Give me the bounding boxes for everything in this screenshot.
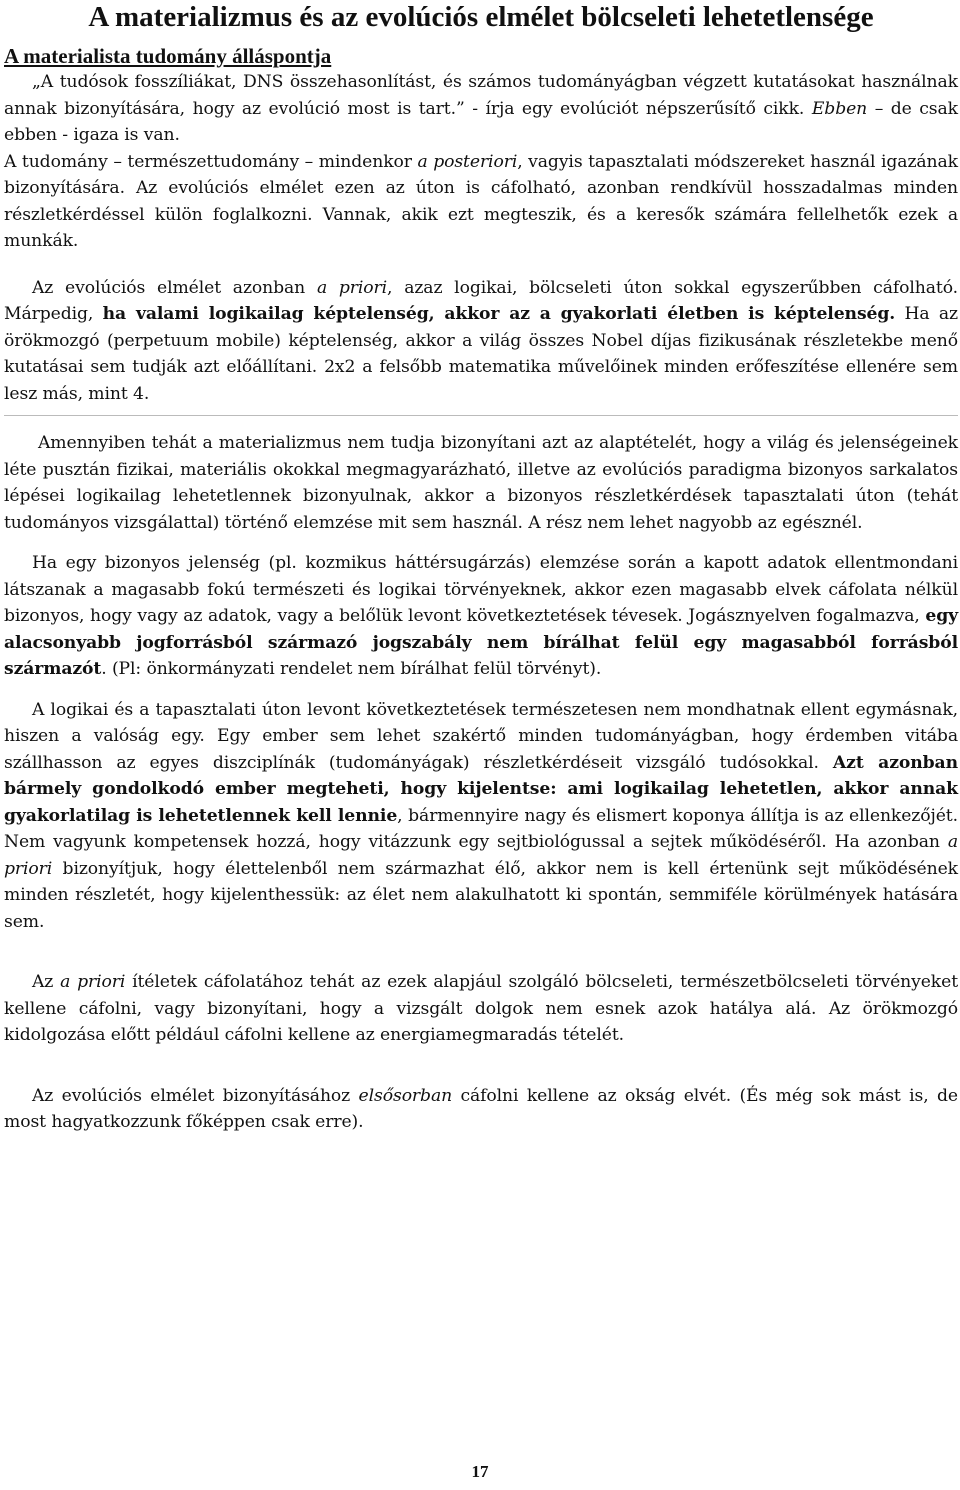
paragraph-2 <box>4 275 958 408</box>
paragraph-1b <box>4 149 958 255</box>
section-heading: A materialista tudomány álláspontja <box>4 44 332 68</box>
separator-line <box>4 415 958 416</box>
p1-text-1: „A tudósok fosszíliákat, DNS összehasonlítást, és számos tudományágban végzett kutatásokat használnak annak bizonyítására, hogy az evolúció most is tart.” - írja egy evolúciót népszerűsítő cikk. <box>4 72 958 119</box>
p1-text-2: – de csak ebben - igaza is van. <box>4 98 958 145</box>
p1-italic-1: Ebben <box>811 98 868 119</box>
p5-bold-1: Azt azonban bármely gondolkodó ember megteheti, hogy kijelentse: ami logikailag lehetetlen, akkor annak gyakorlatilag is lehetetlennek kell lennie <box>4 752 958 826</box>
document-page <box>4 0 958 1136</box>
paragraph-1 <box>4 69 958 149</box>
p2-text-2: , azaz logikai, bölcseleti úton sokkal egyszerűbben cáfolható. Márpedig, <box>4 277 958 324</box>
p1-italic-2: a posteriori <box>417 151 518 172</box>
paragraph-7 <box>4 1083 958 1136</box>
p6-italic-1: a priori <box>60 972 126 992</box>
paragraph-5 <box>4 697 958 936</box>
paragraph-4 <box>4 550 958 683</box>
p2-text-3: Ha az örökmozgó (perpetuum mobile) képtelenség, akkor a világ összes Nobel díjas fizikusának részletekbe menő kutatásai sem tudják azt előállítani. 2x2 a felsőbb matematika művelőinek minden erőfeszítése ellenére sem lesz más, mint 4. <box>4 304 958 404</box>
paragraph-6 <box>4 969 958 1049</box>
p5-italic-1: a priori <box>4 832 958 879</box>
p4-text-2: . (Pl: önkormányzati rendelet nem bírálhat felül törvényt). <box>101 659 602 679</box>
page-number: 17 <box>471 1462 489 1481</box>
p2-bold-1: ha valami logikailag képtelenség, akkor az a gyakorlati életben is képtelenség. <box>102 304 896 324</box>
p2-italic-1: a priori <box>316 277 388 298</box>
p7-text-2: cáfolni kellene az okság elvét. (És még sok mást is, de most hagyatkozzunk főképpen csak erre). <box>4 1085 958 1132</box>
p5-text-2: , bármennyire nagy és elismert koponya állítja is az ellenkezőjét. Nem vagyunk kompetensek hozzá, hogy vitázzunk egy sejtbiológussal a sejtek működéséről. Ha azonban <box>4 805 958 852</box>
p6-text-1: Az <box>32 972 61 992</box>
p4-text-1: Ha egy bizonyos jelenség (pl. kozmikus háttérsugárzás) elemzése során a kapott adatok ellentmondani látszanak a magasabb fokú természeti és logikai törvényeknek, akkor ezen magasabb elvek cáfolata nélkül bizonyos, hogy vagy az adatok, vagy a belőlük levont következtetések tévesek. Jogásznyelven fogalmazva, <box>4 553 958 626</box>
p5-text-1: A logikai és a tapasztalati úton levont következtetések természetesen nem mondhatnak ellent egymásnak, hiszen a valóság egy. Egy ember sem lehet szakértő minden tudományágban, hogy érdemben vitába szállhasson az egyes diszciplínák (tudományágak) részletkérdéseit vizsgáló tudósokkal. <box>4 699 958 773</box>
paragraph-3: Amennyiben tehát a materializmus nem tudja bizonyítani azt az alaptételét, hogy a világ és jelenségeinek léte pusztán fizikai, materiális okokkal megmagyarázható, illetve az evolúciós paradigma bizonyos sarkalatos lépései logikailag lehetetlennek bizonyulnak, akkor a bizonyos részletkérdések tapasztalati úton (tehát tudományos vizsgálattal) történő elemzése mit sem használ. A rész nem lehet nagyobb az egésznél. <box>4 433 958 533</box>
p4-bold-1: egy alacsonyabb jogforrásból származó jogszabály nem bírálhat felül egy magasabból forrásból származót <box>4 606 958 679</box>
document-title: A materializmus és az evolúciós elmélet bölcseleti lehetetlensége <box>88 1 874 33</box>
p6-text-2: ítéletek cáfolatához tehát az ezek alapjául szolgáló bölcseleti, természetbölcseleti törvényeket kellene cáfolni, vagy bizonyítani, hogy a vizsgált dolgok nem esnek azok hatálya alá. Az örökmozgó kidolgozása előtt például cáfolni kellene az energiamegmaradás tételét. <box>4 972 958 1045</box>
p1-text-3: A tudomány – természettudomány – mindenkor <box>4 151 418 172</box>
p2-text-1: Az evolúciós elmélet azonban <box>32 277 317 298</box>
p5-text-3: bizonyítjuk, hogy élettelenből nem származhat élő, akkor nem is kell értenünk sejt működésének minden részletét, hogy kijelenthessük: az élet nem alakulhatott ki spontán, semmiféle körülmények hatására sem. <box>4 858 958 932</box>
p7-text-1: Az evolúciós elmélet bizonyításához <box>32 1085 359 1106</box>
p7-italic-1: elsősorban <box>358 1085 453 1106</box>
p1-text-4: , vagyis tapasztalati módszereket használ igazának bizonyítására. Az evolúciós elmélet ezen az úton is cáfolható, azonban rendkívül hosszadalmas minden részletkérdéssel külön foglalkozni. Vannak, akik ezt megteszik, és a keresők számára fellelhetők ezek a munkák. <box>4 151 958 251</box>
